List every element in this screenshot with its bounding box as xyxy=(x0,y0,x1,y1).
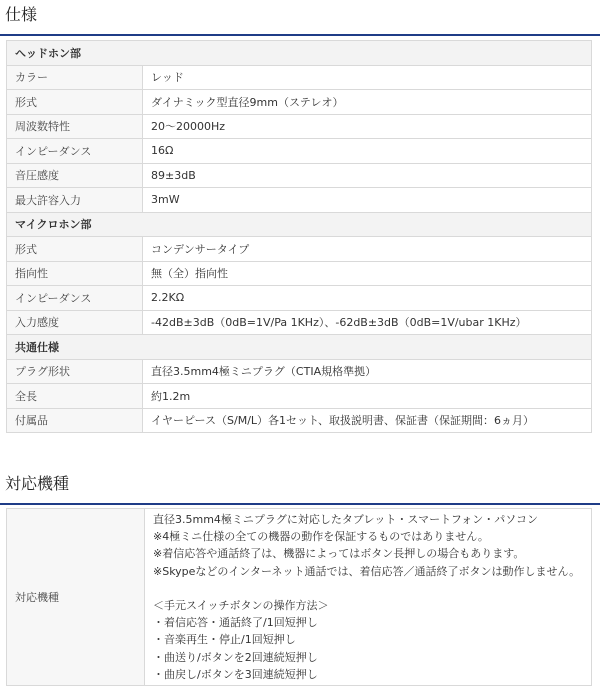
spec-row xyxy=(7,139,592,164)
spec-value: レッド xyxy=(143,65,592,90)
spec-value: 直径3.5mm4極ミニプラグ（CTIA規格準拠） xyxy=(143,359,592,384)
spec-row xyxy=(7,65,592,90)
spec-row xyxy=(7,188,592,213)
spec-value: ダイナミック型直径9mm（ステレオ） xyxy=(143,90,592,115)
spec-row xyxy=(7,261,592,286)
spec-header xyxy=(0,0,600,36)
spec-label: 音圧感度 xyxy=(7,163,143,188)
spec-group-row xyxy=(7,335,592,360)
compat-line: 直径3.5mm4極ミニプラグに対応したタブレット・スマートフォン・パソコン xyxy=(153,513,539,526)
spec-value: 89±3dB xyxy=(143,163,592,188)
spec-row xyxy=(7,237,592,262)
spec-label: インピーダンス xyxy=(7,139,143,164)
compat-note: ※4極ミニ仕様の全ての機器の動作を保証するものではありません。 xyxy=(153,530,489,544)
spec-row xyxy=(7,163,592,188)
spec-label: 入力感度 xyxy=(7,310,143,335)
compat-blank-line xyxy=(153,580,591,597)
compat-note: ※Skypeなどのインターネット通話では、着信応答／通話終了ボタンは動作しません。 xyxy=(153,564,581,578)
compat-operation-heading: ＜手元スイッチボタンの操作方法＞ xyxy=(153,598,329,612)
spec-value: コンデンサータイプ xyxy=(143,237,592,262)
spec-label: プラグ形状 xyxy=(7,359,143,384)
compat-operation-item: ・音楽再生・停止/1回短押し xyxy=(153,633,296,647)
spec-label: 付属品 xyxy=(7,408,143,433)
spec-value: 2.2KΩ xyxy=(143,286,592,311)
spec-group-row xyxy=(7,41,592,66)
spec-label: 全長 xyxy=(7,384,143,409)
compat-operation-item: ・曲送り/ボタンを2回連続短押し xyxy=(153,650,318,664)
spec-value: -42dB±3dB（0dB=1V/Pa 1KHz）、-62dB±3dB（0dB=1V/ubar 1KHz） xyxy=(143,310,592,335)
spec-label: 指向性 xyxy=(7,261,143,286)
spec-table xyxy=(6,40,592,433)
spec-section-title: 仕様 xyxy=(5,5,38,24)
spec-value: 20～20000Hz xyxy=(143,114,592,139)
compat-operation-item: ・曲戻し/ボタンを3回連続短押し xyxy=(153,667,318,681)
spec-label: 最大許容入力 xyxy=(7,188,143,213)
spec-label: 形式 xyxy=(7,237,143,262)
compat-header xyxy=(0,469,600,505)
spec-value: イヤーピース（S/M/L）各1セット、取扱説明書、保証書（保証期間：6ヵ月） xyxy=(143,408,592,433)
spec-value: 約1.2m xyxy=(143,384,592,409)
spec-group-headphone: ヘッドホン部 xyxy=(7,41,592,66)
spec-row xyxy=(7,384,592,409)
spec-row xyxy=(7,310,592,335)
spec-row xyxy=(7,286,592,311)
spec-value: 16Ω xyxy=(143,139,592,164)
spec-group-row xyxy=(7,212,592,237)
spec-value: 無（全）指向性 xyxy=(143,261,592,286)
compat-label: 対応機種 xyxy=(7,509,145,686)
compat-note: ※着信応答や通話終了は、機器によってはボタン長押しの場合もあります。 xyxy=(153,547,525,561)
spec-group-common: 共通仕様 xyxy=(7,335,592,360)
spec-label: カラー xyxy=(7,65,143,90)
spec-row xyxy=(7,408,592,433)
spec-value: 3mW xyxy=(143,188,592,213)
compat-operation-item: ・着信応答・通話終了/1回短押し xyxy=(153,616,318,630)
compat-row xyxy=(7,509,592,686)
spec-label: 形式 xyxy=(7,90,143,115)
spec-row xyxy=(7,114,592,139)
spec-label: インピーダンス xyxy=(7,286,143,311)
compat-section-title: 対応機種 xyxy=(5,474,70,493)
spec-row xyxy=(7,359,592,384)
compat-value xyxy=(145,509,592,686)
spec-label: 周波数特性 xyxy=(7,114,143,139)
spec-row xyxy=(7,90,592,115)
compat-table xyxy=(6,508,592,686)
spec-group-microphone: マイクロホン部 xyxy=(7,212,592,237)
